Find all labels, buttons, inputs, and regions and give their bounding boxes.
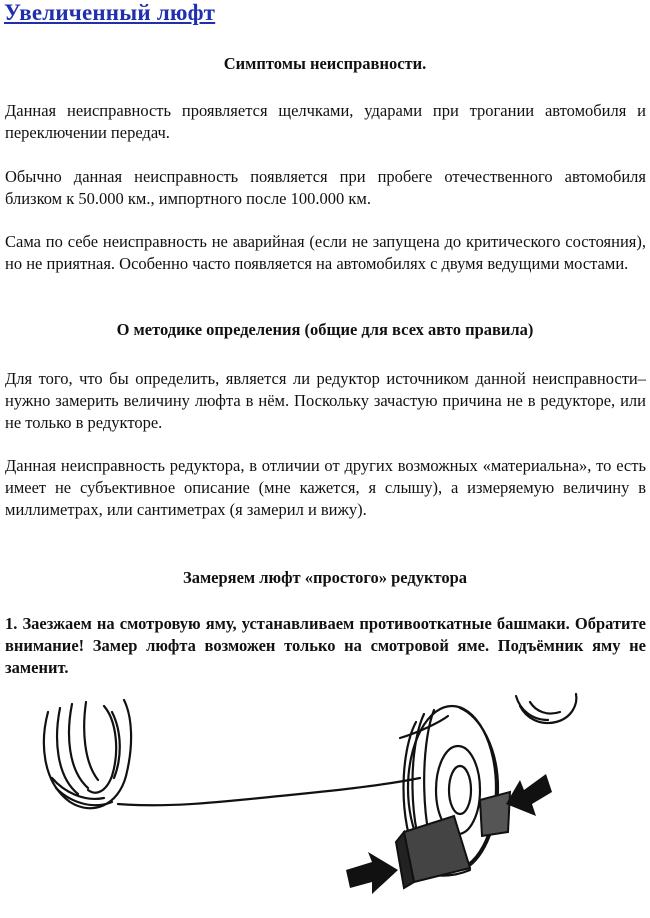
- wheel-chock-rear: [480, 792, 510, 836]
- left-wheel: [44, 700, 131, 808]
- far-wheel: [516, 694, 576, 723]
- section-heading-method: О методике определения (общие для всех авто правила): [116, 320, 534, 339]
- wheel-chocks-illustration: [0, 692, 650, 918]
- section-heading-symptoms: Симптомы неисправности.: [223, 54, 427, 73]
- paragraph-step-1: 1. Заезжаем на смотровую яму, устанавливаем противооткатные башмаки. Обратите внимание! Замер люфта возможен только на смотровой яме. Подъёмник яму не заменит.: [5, 614, 646, 677]
- paragraph-method-2: Данная неисправность редуктора, в отличии от других возможных «материальна», то есть имеет не субъективное описание (мне кажется, я слышу), а измеряемую величину в миллиметрах, или сантиметрах (я замерил и вижу).: [5, 456, 646, 519]
- paragraph-method-1: Для того, что бы определить, является ли редуктор источником данной неисправности– нужно замерить величину люфта в нём. Поскольку зачастую причина не в редукторе, или не только в редукторе.: [5, 369, 646, 432]
- page-title: Увеличенный люфт: [4, 0, 216, 25]
- paragraph-symptoms-3: Сама по себе неисправность не аварийная (если не запущена до критического состояния), но не приятная. Особенно часто появляется на автомобилях с двумя ведущими мостами.: [5, 232, 646, 273]
- arrow-left-icon: [506, 774, 552, 816]
- car-underside: [118, 778, 420, 805]
- paragraph-symptoms-2: Обычно данная неисправность появляется при пробеге отечественного автомобиля близком к 50.000 км., импортного после 100.000 км.: [5, 167, 646, 208]
- section-heading-measure: Замеряем люфт «простого» редуктора: [182, 568, 468, 587]
- arrow-right-icon: [346, 852, 398, 894]
- paragraph-symptoms-1: Данная неисправность проявляется щелчками, ударами при трогании автомобиля и переключении передач.: [5, 101, 646, 142]
